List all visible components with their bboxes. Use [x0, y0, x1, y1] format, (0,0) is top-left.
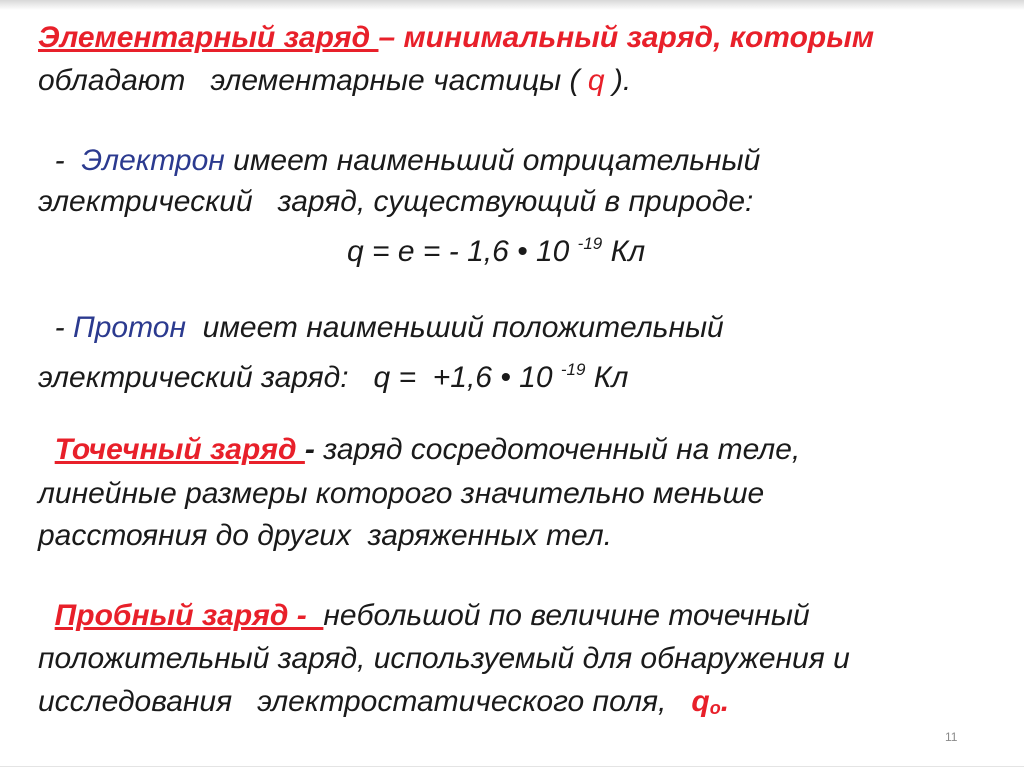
elementary-charge-line-2: обладают элементарные частицы ( q ).: [38, 64, 632, 97]
top-shadow: [0, 0, 1024, 10]
proton-line-1: - Протон имеет наименьший положительный: [38, 311, 724, 344]
term-elementary-charge: Элементарный заряд: [38, 21, 379, 54]
point-charge-line-1: Точечный заряд - заряд сосредоточенный на теле,: [54, 433, 801, 466]
test-charge-line-3: исследования электростатического поля, $q_о$.: [38, 685, 730, 718]
elementary-charge-line-1: [38, 20, 874, 56]
point-charge-line-2: линейные размеры которого значительно меньше: [38, 477, 765, 510]
term-point-charge: Точечный заряд: [54, 433, 305, 466]
point-charge-line-3: расстояния до других заряженных тел.: [38, 519, 612, 552]
proton-line-2: электрический заряд: q = +1,6 • 10 $^{-19}$ Кл: [38, 360, 629, 394]
term-test-charge: Пробный заряд -: [54, 599, 324, 632]
electron-formula: q = е = - 1,6 • 10 $^{-19}$ Кл: [347, 234, 646, 268]
test-charge-line-2: положительный заряд, используемый для обнаружения и: [38, 642, 850, 675]
q0-symbol: $q_о$.: [691, 685, 730, 718]
q-symbol: q: [587, 64, 605, 97]
term-electron: Электрон: [81, 144, 225, 177]
electron-line-1: - Электрон имеет наименьший отрицательный: [38, 144, 761, 177]
term-proton: Протон: [73, 311, 186, 344]
electron-line-2: электрический заряд, существующий в природе:: [38, 185, 754, 218]
page-number: 11: [945, 730, 958, 744]
test-charge-line-1: Пробный заряд - небольшой по величине точечный: [54, 599, 810, 632]
dash: – минимальный заряд, которым: [378, 21, 875, 54]
